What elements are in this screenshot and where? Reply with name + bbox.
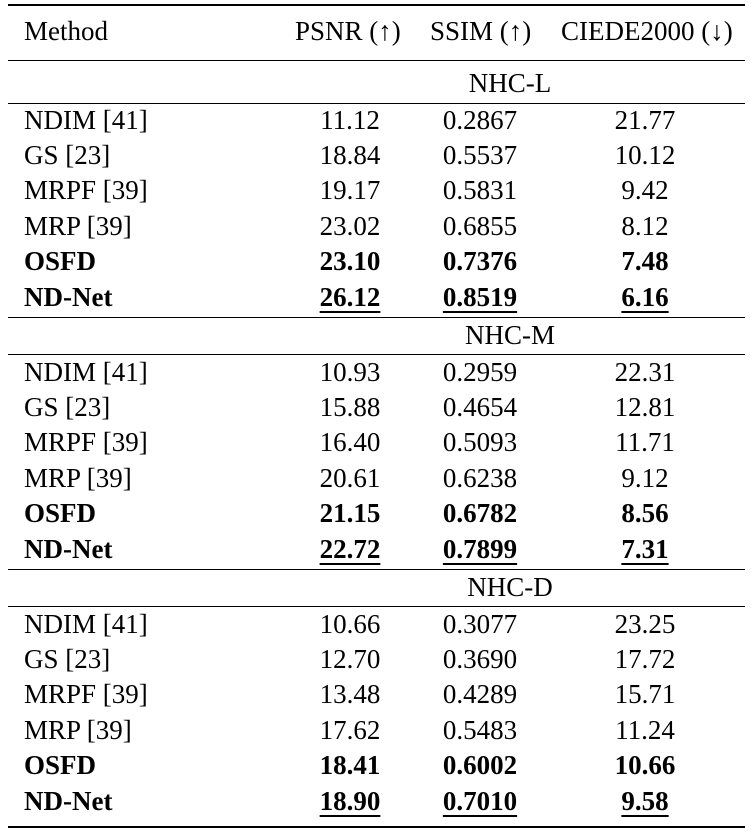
row-ciede: 15.71 bbox=[614, 679, 676, 709]
row-psnr: 23.02 bbox=[319, 211, 381, 241]
row-ciede: 11.71 bbox=[615, 427, 675, 457]
row-ssim: 0.6855 bbox=[442, 211, 518, 241]
row-ciede: 8.12 bbox=[621, 211, 669, 241]
bottom-rule bbox=[8, 826, 745, 828]
row-ciede: 22.31 bbox=[614, 357, 676, 387]
row-ciede: 9.12 bbox=[621, 463, 669, 493]
row-psnr: 18.90 bbox=[319, 786, 381, 816]
row-ssim: 0.6238 bbox=[442, 463, 518, 493]
section-divider bbox=[8, 317, 745, 318]
row-psnr: 20.61 bbox=[319, 463, 381, 493]
row-psnr: 19.17 bbox=[319, 175, 381, 205]
row-ssim: 0.5483 bbox=[442, 715, 518, 745]
row-psnr: 23.10 bbox=[319, 246, 381, 276]
row-ssim: 0.6782 bbox=[442, 498, 518, 528]
row-ssim: 0.7376 bbox=[442, 246, 518, 276]
row-ciede: 9.58 bbox=[621, 786, 669, 816]
top-rule bbox=[8, 4, 745, 6]
row-ciede: 7.48 bbox=[621, 246, 669, 276]
row-method: NDIM [41] bbox=[24, 105, 148, 135]
row-method: OSFD bbox=[24, 750, 97, 780]
row-ssim: 0.7899 bbox=[442, 534, 518, 564]
row-method: ND-Net bbox=[24, 534, 113, 564]
section-title-nhc-d: NHC-D bbox=[467, 572, 553, 602]
row-psnr: 21.15 bbox=[319, 498, 381, 528]
row-method: OSFD bbox=[24, 498, 97, 528]
row-ssim: 0.2959 bbox=[442, 357, 518, 387]
row-psnr: 13.48 bbox=[319, 679, 381, 709]
row-psnr: 12.70 bbox=[319, 644, 381, 674]
row-method: GS [23] bbox=[24, 392, 111, 422]
row-method: MRP [39] bbox=[24, 715, 132, 745]
header-psnr: PSNR (↑) bbox=[295, 16, 401, 46]
header-rule bbox=[8, 60, 745, 61]
row-psnr: 18.84 bbox=[319, 140, 381, 170]
row-ssim: 0.8519 bbox=[442, 282, 518, 312]
section-title-nhc-m: NHC-M bbox=[464, 320, 555, 350]
row-method: MRPF [39] bbox=[24, 175, 148, 205]
row-ciede: 23.25 bbox=[614, 609, 676, 639]
row-ssim: 0.3077 bbox=[442, 609, 518, 639]
row-ciede: 10.66 bbox=[614, 750, 676, 780]
section-rule-nhc-d bbox=[8, 606, 745, 607]
row-psnr: 10.66 bbox=[319, 609, 381, 639]
row-method: NDIM [41] bbox=[24, 609, 148, 639]
row-ciede: 11.24 bbox=[615, 715, 675, 745]
row-psnr: 11.12 bbox=[320, 105, 380, 135]
row-psnr: 16.40 bbox=[319, 427, 381, 457]
row-psnr: 26.12 bbox=[319, 282, 381, 312]
row-method: MRPF [39] bbox=[24, 679, 148, 709]
row-method: NDIM [41] bbox=[24, 357, 148, 387]
row-ssim: 0.4289 bbox=[442, 679, 518, 709]
row-psnr: 15.88 bbox=[319, 392, 381, 422]
row-ciede: 7.31 bbox=[621, 534, 669, 564]
row-ssim: 0.4654 bbox=[442, 392, 518, 422]
section-rule-nhc-l bbox=[8, 103, 745, 104]
row-method: OSFD bbox=[24, 246, 97, 276]
section-title-nhc-l: NHC-L bbox=[468, 68, 552, 98]
row-method: MRPF [39] bbox=[24, 427, 148, 457]
header-ciede: CIEDE2000 (↓) bbox=[561, 16, 733, 46]
row-ciede: 21.77 bbox=[614, 105, 676, 135]
row-ssim: 0.5093 bbox=[442, 427, 518, 457]
row-ssim: 0.5831 bbox=[442, 175, 518, 205]
section-rule-nhc-m bbox=[8, 354, 745, 355]
row-psnr: 18.41 bbox=[319, 750, 381, 780]
row-method: ND-Net bbox=[24, 786, 113, 816]
section-divider bbox=[8, 569, 745, 570]
row-ssim: 0.3690 bbox=[442, 644, 518, 674]
row-method: MRP [39] bbox=[24, 463, 132, 493]
row-ciede: 9.42 bbox=[621, 175, 669, 205]
row-method: GS [23] bbox=[24, 644, 111, 674]
row-ciede: 10.12 bbox=[614, 140, 676, 170]
row-method: MRP [39] bbox=[24, 211, 132, 241]
row-ciede: 17.72 bbox=[614, 644, 676, 674]
row-psnr: 10.93 bbox=[319, 357, 381, 387]
row-psnr: 17.62 bbox=[319, 715, 381, 745]
row-method: GS [23] bbox=[24, 140, 111, 170]
row-ssim: 0.6002 bbox=[442, 750, 518, 780]
header-ssim: SSIM (↑) bbox=[430, 16, 532, 46]
row-ciede: 6.16 bbox=[621, 282, 669, 312]
row-ciede: 12.81 bbox=[614, 392, 676, 422]
header-method: Method bbox=[24, 16, 108, 46]
row-method: ND-Net bbox=[24, 282, 113, 312]
row-ssim: 0.2867 bbox=[442, 105, 518, 135]
row-ciede: 8.56 bbox=[621, 498, 669, 528]
row-ssim: 0.7010 bbox=[442, 786, 518, 816]
row-psnr: 22.72 bbox=[319, 534, 381, 564]
row-ssim: 0.5537 bbox=[442, 140, 518, 170]
